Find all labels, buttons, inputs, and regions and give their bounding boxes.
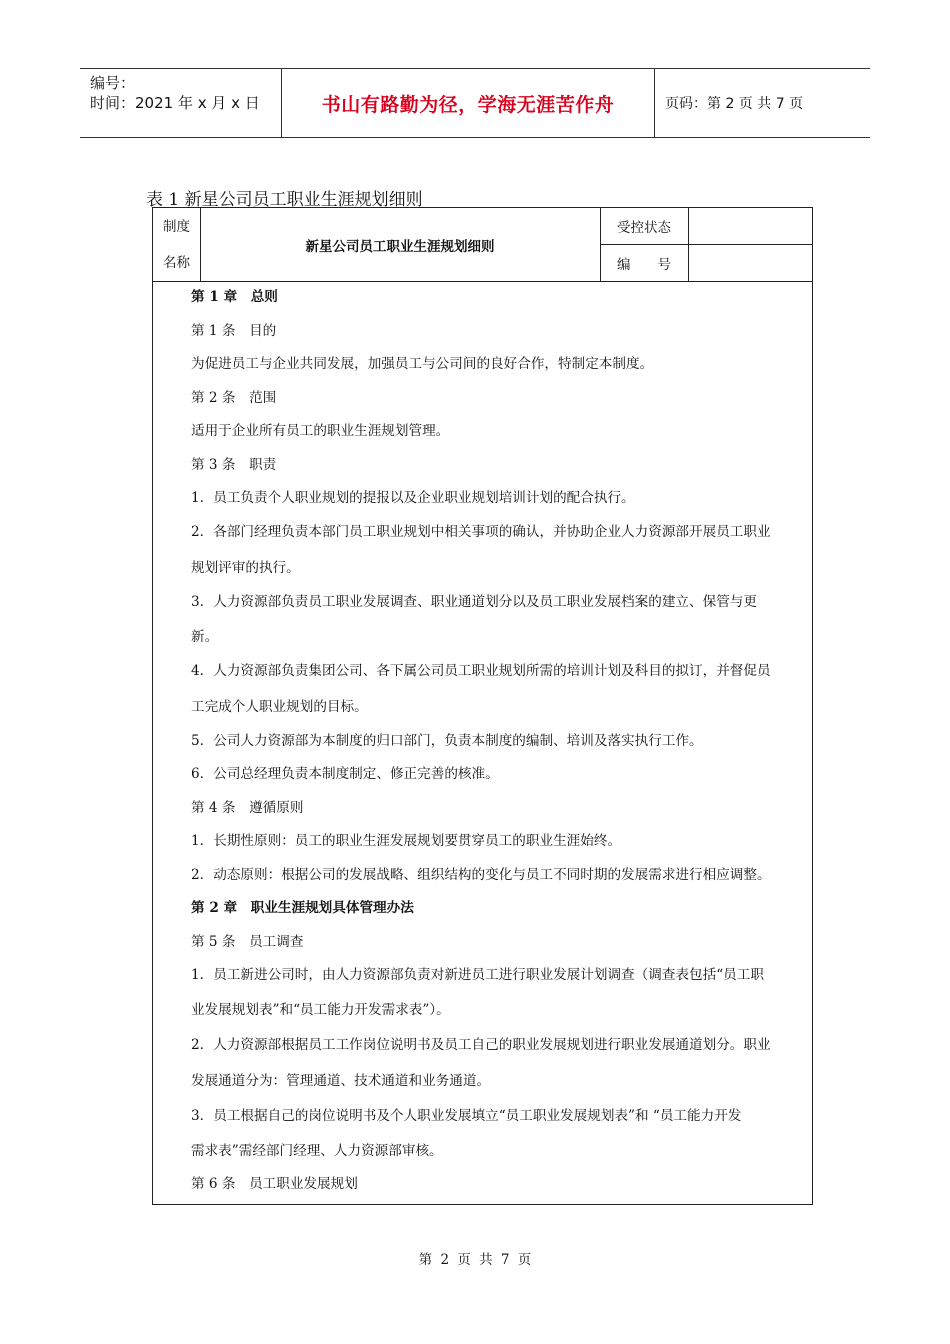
system-title: 新星公司员工职业生涯规划细则 bbox=[200, 208, 601, 281]
chapter-heading: 第 1 章 总则 bbox=[191, 289, 278, 305]
control-status-label: 受控状态 bbox=[600, 208, 689, 245]
table-caption: 表 1 新星公司员工职业生涯规划细则 bbox=[146, 190, 423, 210]
body-line: 3．员工根据自己的岗位说明书及个人职业发展填立“员工职业发展规划表”和 “员工能力开发 bbox=[191, 1108, 742, 1124]
body-line: 工完成个人职业规划的目标。 bbox=[191, 699, 368, 715]
system-name-label-cell bbox=[153, 208, 201, 281]
body-line: 第 1 条 目的 bbox=[191, 323, 277, 339]
label-bottom: 名称 bbox=[163, 255, 190, 271]
body-line: 3．人力资源部负责员工职业发展调查、职业通道划分以及员工职业发展档案的建立、保管与更 bbox=[191, 594, 757, 610]
control-status-value bbox=[688, 208, 812, 245]
body-line: 适用于企业所有员工的职业生涯规划管理。 bbox=[191, 423, 450, 439]
serial-number-value bbox=[688, 244, 812, 281]
doc-number-label: 编号： bbox=[90, 74, 136, 92]
page-footer: 第 2 页 共 7 页 bbox=[418, 1252, 532, 1268]
body-line: 新。 bbox=[191, 629, 219, 645]
serial-number-label: 编 号 bbox=[600, 244, 689, 281]
body-line: 第 2 条 范围 bbox=[191, 390, 277, 406]
body-line: 第 4 条 遵循原则 bbox=[191, 800, 304, 816]
page-header bbox=[80, 68, 870, 138]
header-motto: 书山有路勤为径，学海无涯苦作舟 bbox=[321, 93, 615, 116]
label-top: 制度 bbox=[163, 219, 190, 235]
body-line: 1．长期性原则：员工的职业生涯发展规划要贯穿员工的职业生涯始终。 bbox=[191, 833, 622, 849]
chapter-heading: 第 2 章 职业生涯规划具体管理办法 bbox=[191, 900, 414, 916]
body-line: 发展通道分为：管理通道、技术通道和业务通道。 bbox=[191, 1073, 491, 1089]
body-line: 第 6 条 员工职业发展规划 bbox=[191, 1176, 358, 1192]
body-line: 第 5 条 员工调查 bbox=[191, 934, 304, 950]
body-line: 为促进员工与企业共同发展，加强员工与公司间的良好合作，特制定本制度。 bbox=[191, 356, 654, 372]
body-line: 需求表”需经部门经理、人力资源部审核。 bbox=[191, 1143, 443, 1159]
body-line: 1．员工负责个人职业规划的提报以及企业职业规划培训计划的配合执行。 bbox=[191, 490, 635, 506]
body-line: 第 3 条 职责 bbox=[191, 457, 277, 473]
regulation-table bbox=[152, 207, 813, 1205]
body-line: 规划评审的执行。 bbox=[191, 560, 300, 576]
header-page-label: 页码：第 2 页 共 7 页 bbox=[665, 96, 804, 112]
body-line: 6．公司总经理负责本制度制定、修正完善的核准。 bbox=[191, 766, 499, 782]
header-motto-cell bbox=[281, 69, 655, 137]
body-line: 4．人力资源部负责集团公司、各下属公司员工职业规划所需的培训计划及科目的拟订，并督促员 bbox=[191, 663, 771, 679]
meta-row bbox=[153, 208, 812, 282]
body-line: 1．员工新进公司时，由人力资源部负责对新进员工进行职业发展计划调查（调查表包括“员工职 bbox=[191, 967, 764, 983]
body-line: 业发展规划表”和“员工能力开发需求表”）。 bbox=[191, 1002, 450, 1018]
header-left bbox=[90, 73, 260, 113]
body-line: 2．各部门经理负责本部门员工职业规划中相关事项的确认，并协助企业人力资源部开展员工职业 bbox=[191, 524, 771, 540]
doc-time-label: 时间：2021 年 x 月 x 日 bbox=[90, 94, 260, 112]
body-line: 2．动态原则：根据公司的发展战略、组织结构的变化与员工不同时期的发展需求进行相应调整。 bbox=[191, 867, 771, 883]
body-line: 2．人力资源部根据员工工作岗位说明书及员工自己的职业发展规划进行职业发展通道划分。职业 bbox=[191, 1037, 771, 1053]
body-line: 5．公司人力资源部为本制度的归口部门，负责本制度的编制、培训及落实执行工作。 bbox=[191, 733, 703, 749]
